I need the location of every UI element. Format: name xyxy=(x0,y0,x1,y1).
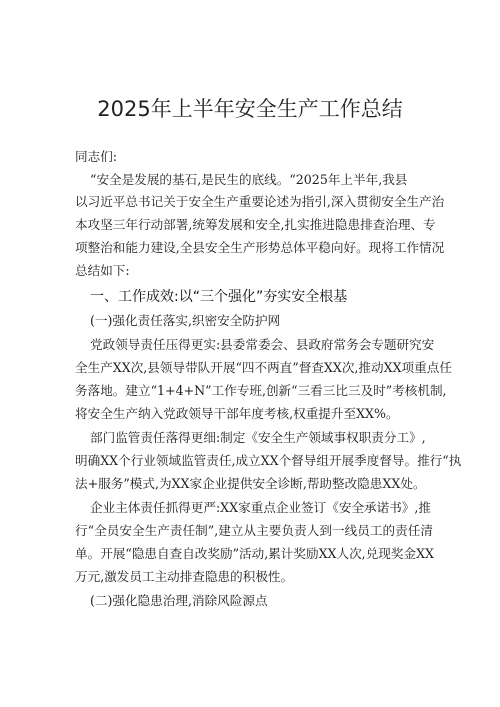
enterprise-line-4: 万元,激发员工主动排查隐患的积极性。 xyxy=(75,569,294,584)
salutation: 同志们: xyxy=(75,149,118,164)
dept-line-1: 部门监管责任落得更细:制定《安全生产领域事权职责分工》, xyxy=(90,430,426,445)
section-heading-1: 一、工作成效:以“三个强化”夯实安全根基 xyxy=(90,289,348,305)
party-line-3: 务落地。建立“1+4+N”工作专班,创新“三看三比三及时”考核机制, xyxy=(75,383,447,398)
enterprise-line-3: 单。开展“隐患自查自改奖励”活动,累计奖励XX人次,兑现奖金XX xyxy=(75,546,434,561)
subsection-heading-1: (一)强化责任落实,织密安全防护网 xyxy=(90,313,281,328)
party-line-2: 全生产XX次,县领导带队开展“四不两直”督查XX次,推动XX项重点任 xyxy=(75,360,452,375)
intro-line-3: 本攻坚三年行动部署,统筹发展和安全,扎实推进隐患排查治理、专 xyxy=(75,217,436,232)
intro-line-2: 以习近平总书记关于安全生产重要论述为指引,深入贯彻安全生产治 xyxy=(75,194,445,209)
enterprise-line-2: 行“全员安全生产责任制”,建立从主要负责人到一线员工的责任清 xyxy=(75,523,433,538)
party-line-1: 党政领导责任压得更实:县委常委会、县政府常务会专题研究安 xyxy=(90,337,435,352)
intro-line-5: 总结如下: xyxy=(75,263,130,278)
party-line-4: 将安全生产纳入党政领导干部年度考核,权重提升至XX%。 xyxy=(75,406,399,421)
intro-line-4: 项整治和能力建设,全县安全生产形势总体平稳向好。现将工作情况 xyxy=(75,240,445,255)
subsection-heading-2: (二)强化隐患治理,消除风险源点 xyxy=(90,593,268,608)
intro-line-1: “安全是发展的基石,是民生的底线。“2025年上半年,我县 xyxy=(90,172,408,187)
dept-line-3: 法+服务”模式,为XX家企业提供安全诊断,帮助整改隐患XX处。 xyxy=(75,476,426,491)
enterprise-line-1: 企业主体责任抓得更严:XX家重点企业签订《安全承诺书》,推 xyxy=(90,500,432,515)
dept-line-2: 明确XX个行业领域监管责任,成立XX个督导组开展季度督导。推行“执 xyxy=(75,453,462,468)
document-title: 2025年上半年安全生产工作总结 xyxy=(97,97,403,121)
